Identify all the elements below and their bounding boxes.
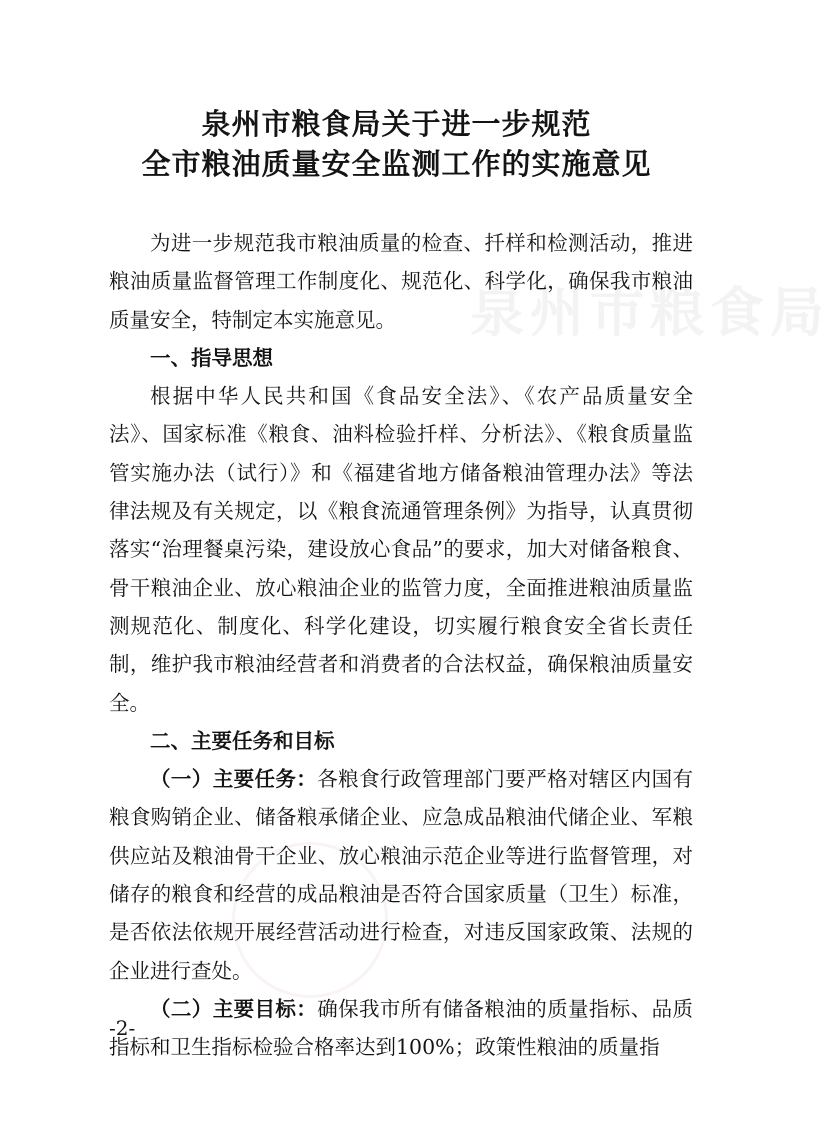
- section-1-heading: 一、指导思想: [150, 345, 273, 370]
- page-number: -2-: [109, 1016, 136, 1040]
- document-title-line-2: 全市粮油质量安全监测工作的实施意见: [141, 147, 652, 181]
- item-2-paragraph: [109, 990, 693, 1067]
- section-1-paragraph: 根据中华人民共和国《食品安全法》、《农产品质量安全法》、国家标准《粮食、油料检验扦样、分析法》、《粮食质量监管实施办法（试行）》和《福建省地方储备粮油管理办法》等法律法规及有关规定，以《粮食流通管理条例》为指导，认真贯彻落实“治理餐桌污染，建设放心食品”的要求，加大对储备粮食、骨干粮油企业、放心粮油企业的监管力度，全面推进粮油质量监测规范化、制度化、科学化建设，切实履行粮食安全省长责任制，维护我市粮油经营者和消费者的合法权益，确保粮油质量安全。: [109, 384, 693, 715]
- item-1-paragraph: [109, 760, 693, 990]
- item-2-text: 确保我市所有储备粮油的质量指标、品质指标和卫生指标检验合格率达到100%；政策性粮油的质量指: [109, 996, 694, 1060]
- document-title-line-1: 泉州市粮食局关于进一步规范: [201, 107, 592, 141]
- document-body: [109, 224, 693, 1067]
- item-2-lead: （二）主要目标：: [150, 996, 318, 1021]
- background-watermark: 泉州市粮食局: [470, 280, 830, 344]
- item-1-text: 各粮食行政管理部门要严格对辖区内国有粮食购销企业、储备粮承储企业、应急成品粮油代储企业、军粮供应站及粮油骨干企业、放心粮油示范企业等进行监督管理，对储存的粮食和经营的成品粮油是否符合国家质量（卫生）标准，是否依法依规开展经营活动进行检查，对违反国家政策、法规的企业进行查处。: [109, 767, 694, 983]
- intro-paragraph: 为进一步规范我市粮油质量的检查、扦样和检测活动，推进粮油质量监督管理工作制度化、规范化、科学化，确保我市粮油质量安全，特制定本实施意见。: [109, 231, 693, 332]
- item-1-lead: （一）主要任务：: [150, 767, 318, 792]
- section-2-heading: 二、主要任务和目标: [150, 728, 335, 753]
